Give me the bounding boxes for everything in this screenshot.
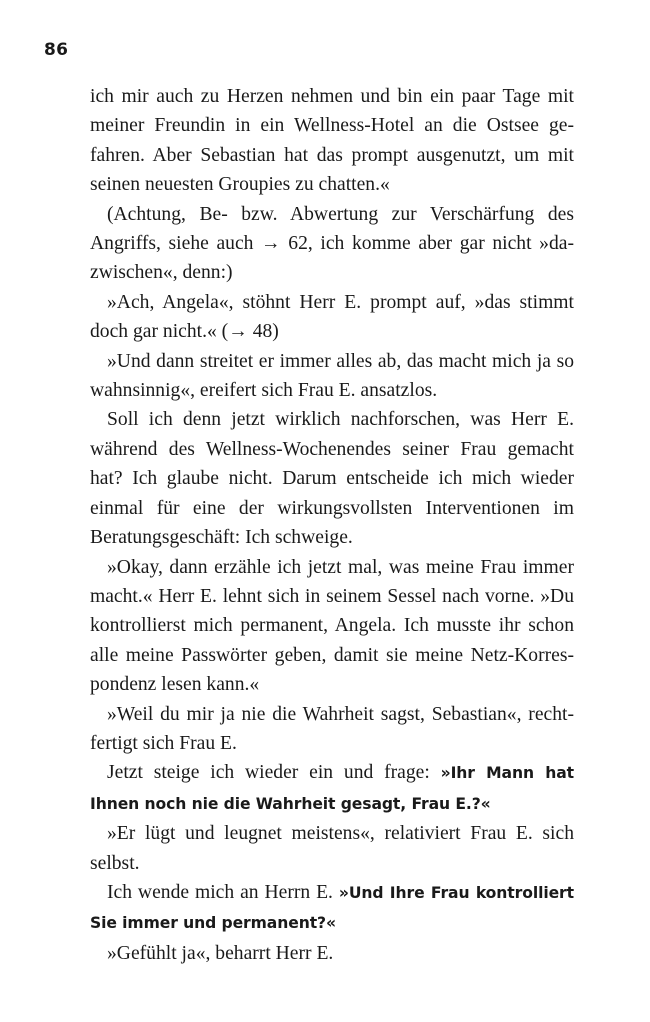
paragraph: ich mir auch zu Herzen nehmen und bin ein paar Tage mit meiner Freundin in ein Wellness-Hotel an die Ostsee gefahren. Aber Sebastian hat das prompt ausgenutzt, um mit seinen neuesten Groupies zu chatten.« bbox=[90, 86, 574, 196]
bold-question: »Ihr Mann hat Ihnen noch nie die Wahrheit gesagt, Frau E.?« bbox=[90, 764, 574, 813]
bold-question: »Und Ihre Frau kontrolliert Sie immer und permanent?« bbox=[90, 883, 575, 933]
body-text bbox=[90, 82, 574, 968]
paragraph-text: Ich wende mich an Herrn E. bbox=[107, 881, 339, 903]
paragraph: »Ach, Angela«, stöhnt Herr E. prompt auf, »das stimmt doch gar nicht.« (→ 48) bbox=[90, 291, 574, 343]
paragraph-text: Jetzt steige ich wieder ein und frage: bbox=[107, 762, 441, 784]
paragraph: »Er lügt und leugnet meistens«, relativiert Frau E. sich selbst. bbox=[90, 823, 574, 874]
page-number: 86 bbox=[44, 40, 69, 60]
paragraph: (Achtung, Be- bzw. Abwertung zur Verschärfung des Angriffs, siehe auch → 62, ich komme aber gar nicht »dazwischen«, denn:) bbox=[90, 203, 574, 284]
paragraph: »Gefühlt ja«, beharrt Herr E. bbox=[107, 942, 334, 964]
paragraph: »Okay, dann erzähle ich jetzt mal, was meine Frau immer macht.« Herr E. lehnt sich in seinem Sessel nach vorne. »Du kontrollierst mich permanent, Angela. Ich musste ihr schon alle meine Passwörter geben, damit sie meine Netz-Korrespondenz lesen kann.« bbox=[90, 556, 574, 696]
paragraph: Soll ich denn jetzt wirklich nachforschen, was Herr E. während des Wellness-Wochenendes seiner Frau gemacht hat? Ich glaube nicht. Darum entscheide ich mich wieder einmal für eine der wirkungsvollsten Interventionen im Beratungsgeschäft: Ich schweige. bbox=[90, 409, 574, 549]
paragraph bbox=[90, 878, 574, 939]
paragraph: »Und dann streitet er immer alles ab, das macht mich ja so wahnsinnig«, ereifert sich Frau E. ansatzlos. bbox=[90, 350, 574, 402]
paragraph bbox=[90, 758, 574, 819]
paragraph: »Weil du mir ja nie die Wahrheit sagst, Sebastian«, rechtfertigt sich Frau E. bbox=[90, 703, 574, 754]
